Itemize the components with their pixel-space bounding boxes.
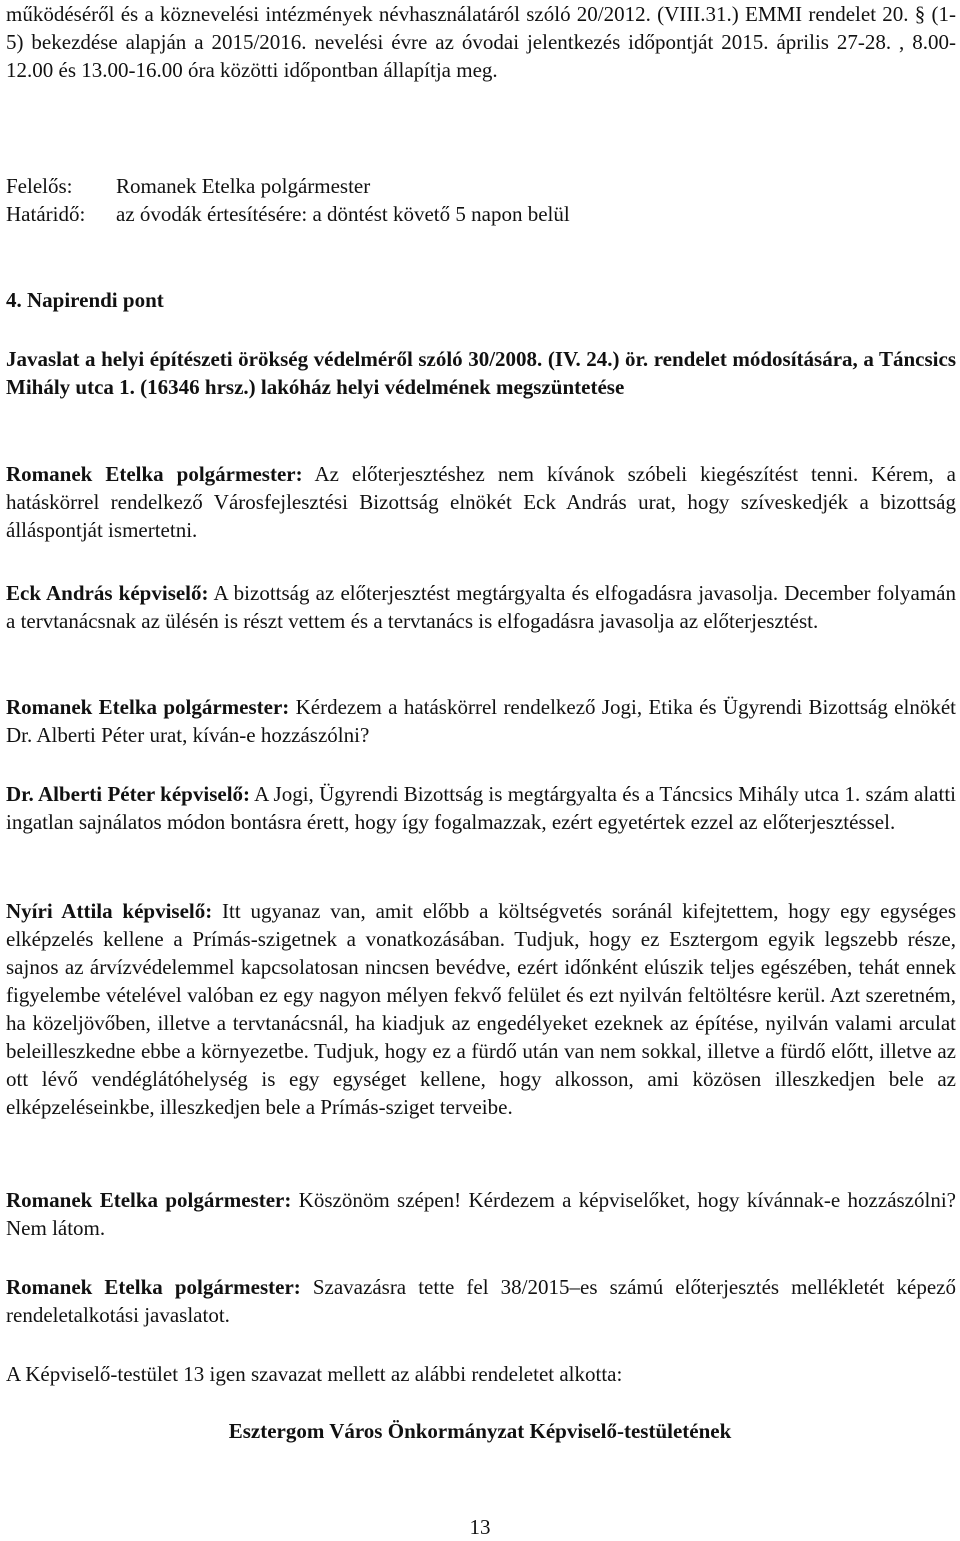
- speech-paragraph-4: [6, 780, 956, 836]
- speech-text: A Jogi, Ügyrendi Bizottság is megtárgyalta és a Táncsics Mihály utca 1. szám alatti ingatlan sajnálatos módon bontásra érett, hogy így fogalmazzak, ezért egyetértek ezzel az előterjesztéssel.: [6, 782, 956, 834]
- closing-title: Esztergom Város Önkormányzat Képviselő-testületének: [228, 1419, 732, 1443]
- speech-paragraph-2: [6, 579, 956, 635]
- speech-paragraph-1: [6, 460, 956, 544]
- speech-text: A bizottság az előterjesztést megtárgyalta és elfogadásra javasolja. December folyamán a tervtanácsnak az ülésén is részt vettem és a tervtanács is elfogadásra javasolja az előterjesztést.: [6, 581, 956, 633]
- speaker-name: Eck András képviselő:: [6, 581, 209, 605]
- responsible-value: Romanek Etelka polgármester: [116, 174, 371, 198]
- deadline-label: Határidő:: [6, 202, 86, 226]
- deadline-value: az óvodák értesítésére: a döntést követő 5 napon belül: [116, 202, 570, 226]
- agenda-item-title: Javaslat a helyi építészeti örökség védelméről szóló 30/2008. (IV. 24.) ör. rendelet módosítására, a Táncsics Mihály utca 1. (16346 hrsz.) lakóház helyi védelmének megszüntetése: [6, 347, 956, 399]
- page-number: 13: [469, 1515, 491, 1539]
- speech-paragraph-7: [6, 1273, 956, 1329]
- responsible-row: [6, 172, 370, 200]
- speech-text: Kérdezem a hatáskörrel rendelkező Jogi, Etika és Ügyrendi Bizottság elnökét Dr. Alberti Péter urat, kíván-e hozzászólni?: [6, 695, 956, 747]
- speaker-name: Romanek Etelka polgármester:: [6, 695, 290, 719]
- speaker-name: Romanek Etelka polgármester:: [6, 462, 303, 486]
- speech-text: Itt ugyanaz van, amit előbb a költségvetés soránál kifejtettem, hogy egy egységes elképzelés kellene a Prímás-szigetnek a vonatkozásában. Tudjuk, hogy ez Esztergom egyik legszebb része, sajnos az árvízvédelemmel kapcsolatosan nincsen bevédve, ezért időnként elúszik teljes egészében, tehát ennek figyelembe vételével valóban ez egy nagyon mélyen fekvő felület és ezt nyilván feltöltésre kerül. Azt szeretném, ha közeljövőben, illetve a tervtanácsnál, ha kiadjuk az engedélyeket ezeknek az építése, nyilván valami arculat beleilleszkedne ebbe a környezetbe. Tudjuk, hogy ez a fürdő után van nem sokkal, illetve a fürdő előtt, illetve az ott lévő vendéglátóhelység is egy egységet kellene, hogy alkosson, ami közösen illeszkedjen bele az elképzeléseinkbe, illeszkedjen bele a Prímás-sziget terveibe.: [6, 899, 956, 1119]
- speaker-name: Dr. Alberti Péter képviselő:: [6, 782, 251, 806]
- responsible-label: Felelős:: [6, 174, 73, 198]
- speaker-name: Nyíri Attila képviselő:: [6, 899, 213, 923]
- speech-text: Az előterjesztéshez nem kívánok szóbeli kiegészítést tenni. Kérem, a hatáskörrel rendelkező Városfejlesztési Bizottság elnökét Eck András urat, hogy szíveskedjék a bizottság álláspontját ismertetni.: [6, 462, 956, 542]
- speech-text: Szavazásra tette fel 38/2015–es számú előterjesztés mellékletét képező rendeletalkotási javaslatot.: [6, 1275, 956, 1327]
- deadline-row: [6, 200, 570, 228]
- agenda-item-heading: 4. Napirendi pont: [6, 288, 164, 312]
- speech-paragraph-3: [6, 693, 956, 749]
- speaker-name: Romanek Etelka polgármester:: [6, 1275, 301, 1299]
- speech-paragraph-6: [6, 1186, 956, 1242]
- speech-paragraph-5: [6, 897, 956, 1121]
- speech-text: Köszönöm szépen! Kérdezem a képviselőket, hogy kívánnak-e hozzászólni? Nem látom.: [6, 1188, 956, 1240]
- vote-result: A Képviselő-testület 13 igen szavazat mellett az alábbi rendeletet alkotta:: [6, 1362, 623, 1386]
- intro-paragraph: működéséről és a köznevelési intézmények névhasználatáról szóló 20/2012. (VIII.31.) EMMI rendelet 20. § (1-5) bekezdése alapján a 2015/2016. nevelési évre az óvodai jelentkezés időpontját 2015. április 27-28. , 8.00-12.00 és 13.00-16.00 óra közötti időpontban állapítja meg.: [6, 2, 956, 82]
- speaker-name: Romanek Etelka polgármester:: [6, 1188, 292, 1212]
